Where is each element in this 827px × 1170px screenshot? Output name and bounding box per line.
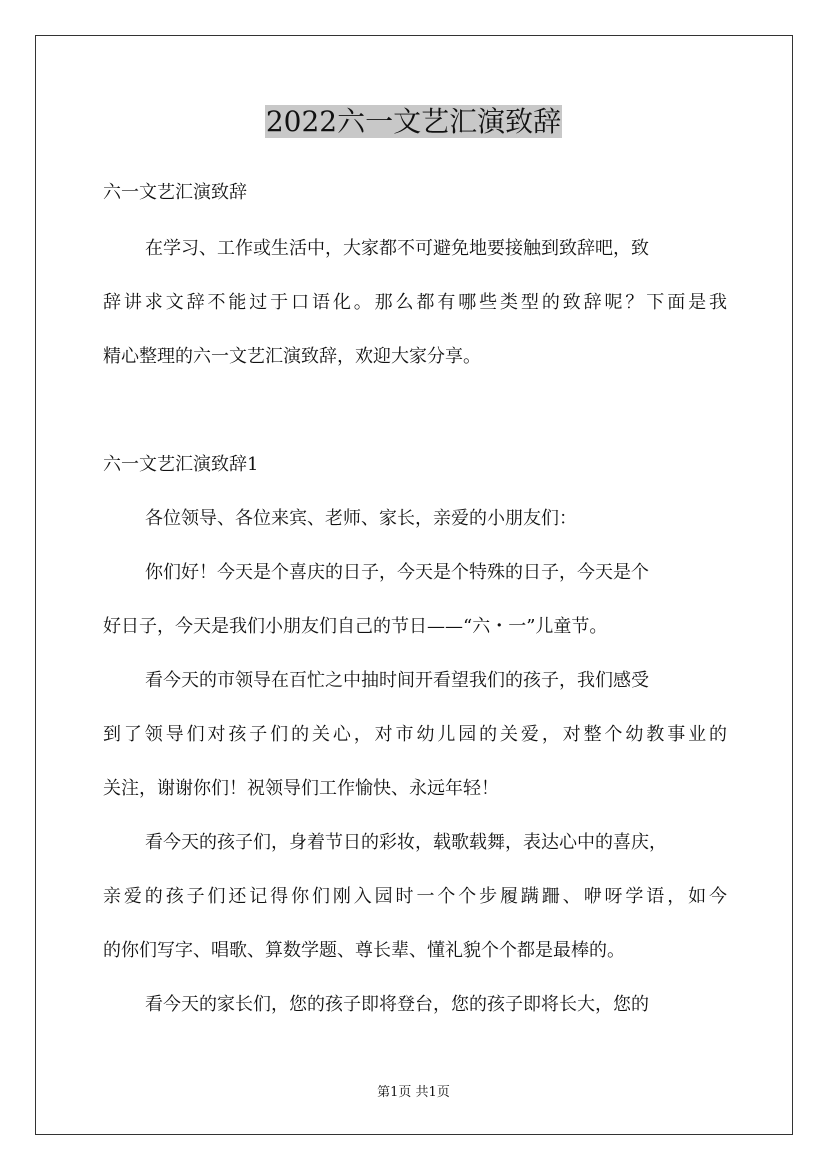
document-title	[0, 102, 827, 142]
body-line-10: 看今天的家长们，您的孩子即将登台，您的孩子即将长大，您的	[145, 994, 649, 1015]
intro-line-2: 辞讲求文辞不能过于口语化。那么都有哪些类型的致辞呢？下面是我	[103, 292, 727, 313]
document-title-text: 2022六一文艺汇演致辞	[265, 105, 562, 138]
intro-line-1: 在学习、工作或生活中，大家都不可避免地要接触到致辞吧，致	[145, 238, 649, 259]
body-line-1: 各位领导、各位来宾、老师、家长，亲爱的小朋友们：	[145, 508, 577, 529]
body-line-6: 关注，谢谢你们！祝领导们工作愉快、永远年轻！	[103, 778, 499, 799]
document-subtitle: 六一文艺汇演致辞	[103, 182, 247, 203]
body-line-2: 你们好！今天是个喜庆的日子，今天是个特殊的日子，今天是个	[145, 562, 649, 583]
section-heading: 六一文艺汇演致辞1	[103, 454, 259, 475]
intro-line-3: 精心整理的六一文艺汇演致辞，欢迎大家分享。	[103, 346, 481, 367]
body-line-7: 看今天的孩子们，身着节日的彩妆，载歌载舞，表达心中的喜庆，	[145, 832, 667, 853]
body-line-9: 的你们写字、唱歌、算数学题、尊长辈、懂礼貌个个都是最棒的。	[103, 940, 625, 961]
body-line-4: 看今天的市领导在百忙之中抽时间开看望我们的孩子，我们感受	[145, 670, 649, 691]
body-line-8: 亲爱的孩子们还记得你们刚入园时一个个步履蹒跚、咿呀学语，如今	[103, 886, 727, 907]
body-line-5: 到了领导们对孩子们的关心，对市幼儿园的关爱，对整个幼教事业的	[103, 724, 727, 745]
page-footer: 第1页 共1页	[377, 1085, 450, 1100]
body-line-3: 好日子，今天是我们小朋友们自己的节日——“六・一”儿童节。	[103, 616, 608, 637]
